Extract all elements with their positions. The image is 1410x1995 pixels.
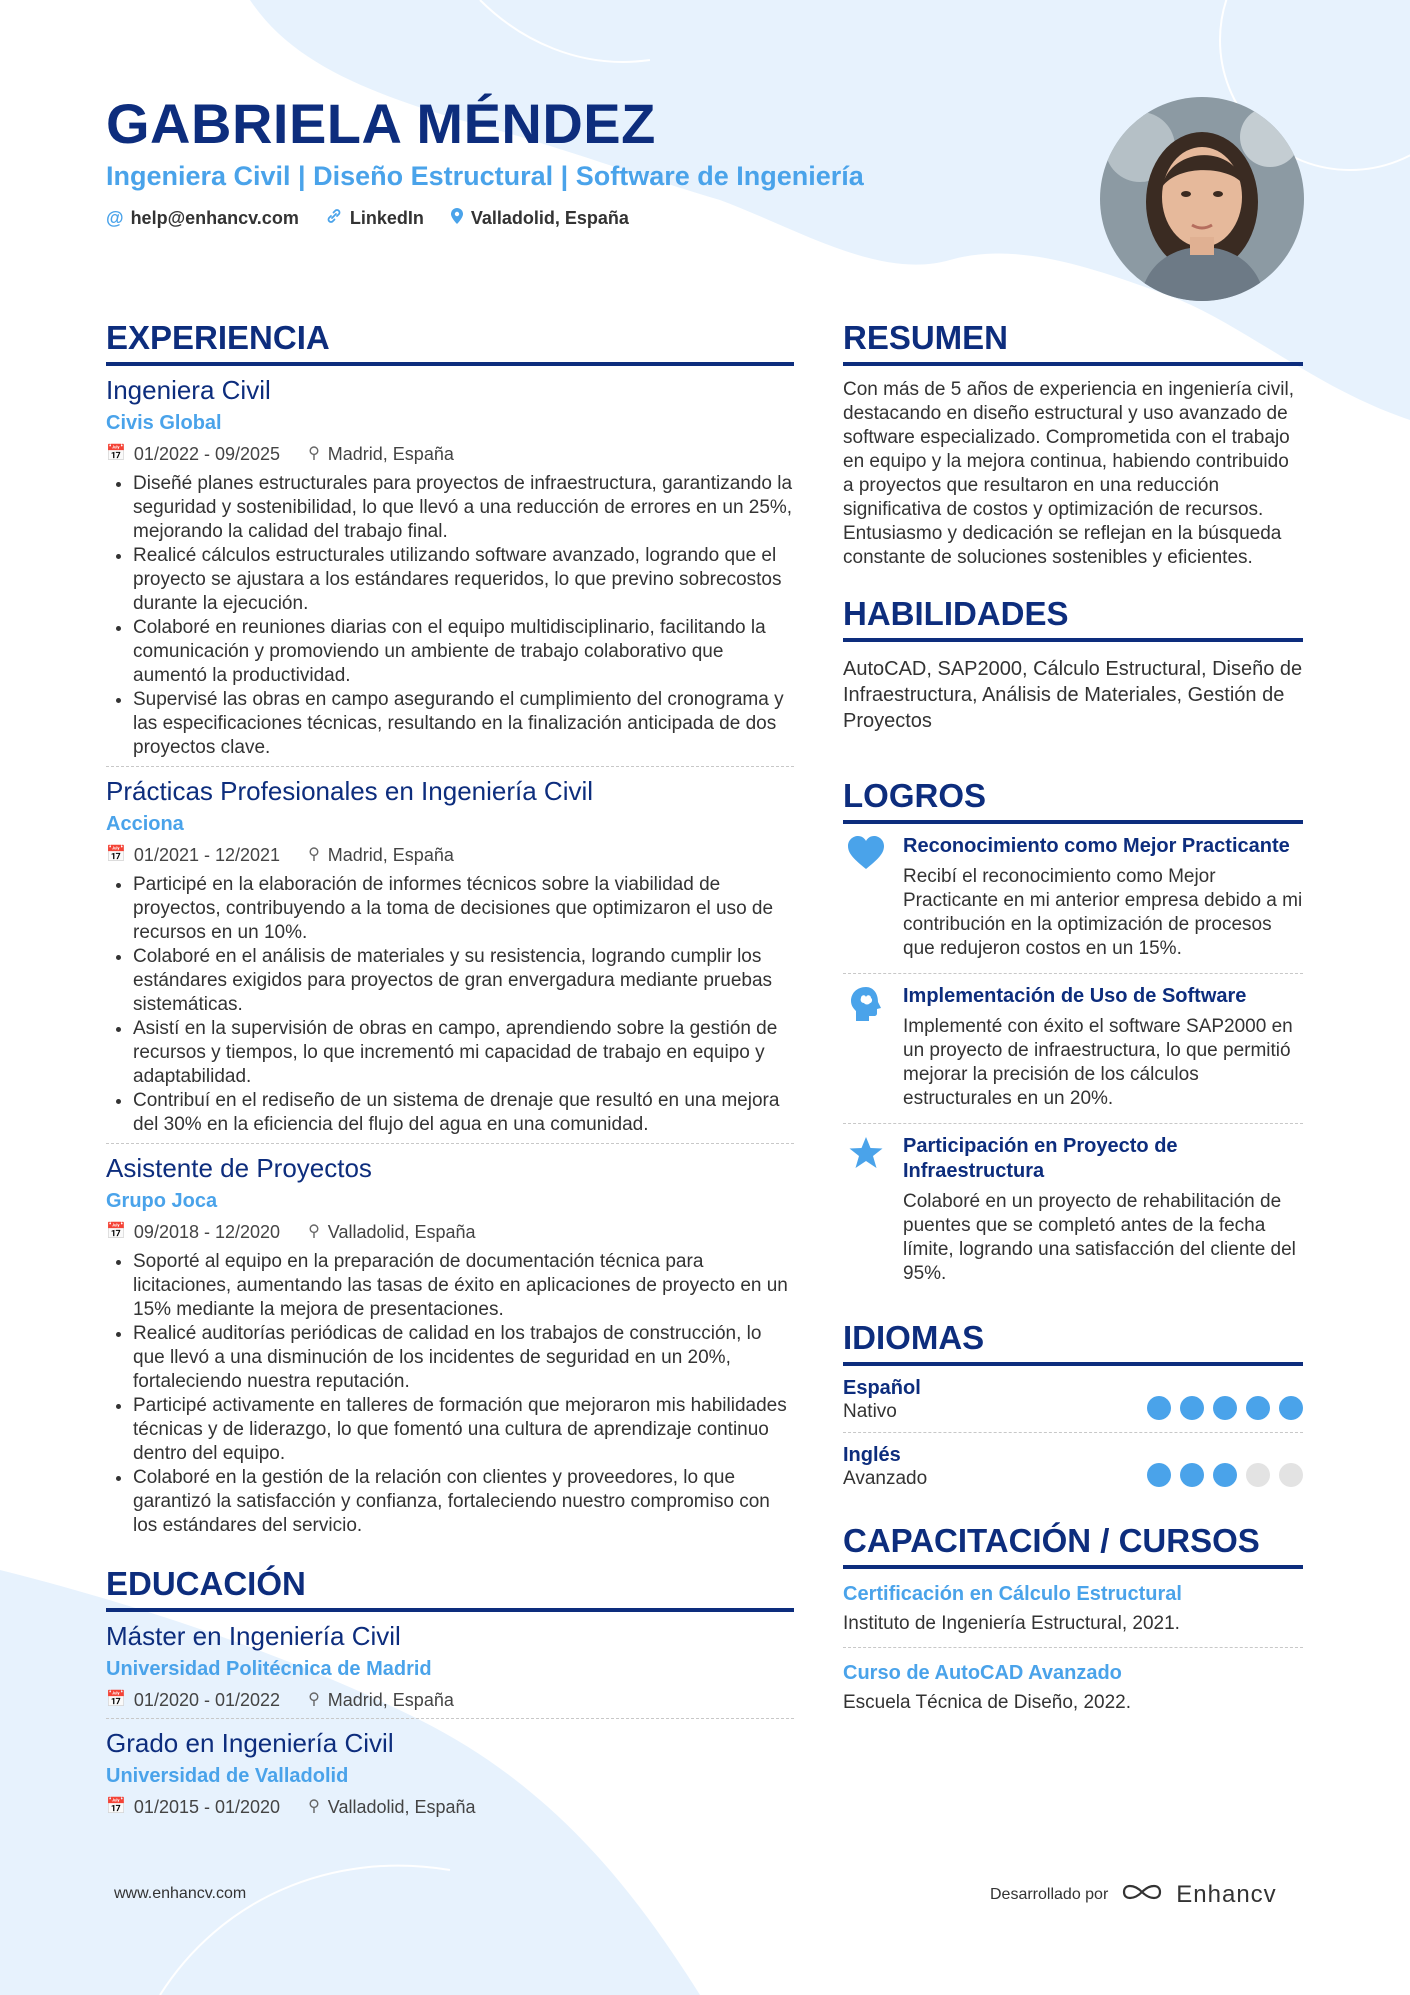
- bullet: • Colaboré en la gestión de la relación con clientes y proveedores, lo que garantizó la satisfacción y confianza, fortaleciendo nuestro compromiso con los estándares del servicio.: [133, 1466, 794, 1538]
- map-pin-icon: ⚲: [308, 1223, 320, 1240]
- star-icon: [843, 1134, 889, 1286]
- rating-dot-empty: [1246, 1463, 1270, 1487]
- job-dates: 09/2018 - 12/2020: [133, 1222, 281, 1242]
- link-icon: [325, 207, 343, 230]
- bullet: • Realicé auditorías periódicas de calidad en los trabajos de construcción, lo que llevó a una disminución de los incidentes de seguridad en un 20%, fortaleciendo nuestra reputación.: [133, 1322, 794, 1394]
- rating-dot-filled: [1246, 1396, 1270, 1420]
- job-bullets: [106, 472, 794, 760]
- education-item: [106, 1620, 794, 1712]
- contact-linkedin[interactable]: [325, 207, 424, 230]
- rating-dot-empty: [1279, 1463, 1303, 1487]
- divider: [106, 766, 794, 767]
- job-location: Madrid, España: [327, 845, 454, 865]
- at-icon: @: [106, 208, 124, 228]
- bullet: • Colaboré en reuniones diarias con el equipo multidisciplinario, facilitando la comunicación y promoviendo un ambiente de trabajo colaborativo que aumentó la productividad.: [133, 616, 794, 688]
- rating-dot-filled: [1213, 1396, 1237, 1420]
- job-bullets: [106, 873, 794, 1137]
- calendar-icon: 📅: [106, 1691, 126, 1708]
- rating-dot-filled: [1180, 1396, 1204, 1420]
- language-rating: [1147, 1396, 1303, 1420]
- job-location: Madrid, España: [327, 444, 454, 464]
- achievement-item: [843, 1124, 1303, 1298]
- summary-text: Con más de 5 años de experiencia en ingeniería civil, destacando en diseño estructural y uso avanzado de software especializado. Comprometida con el trabajo en equipo y la mejora continua, habiendo contribuido a proyectos que resultaron en una reducción significativa de costos y optimización de recursos. Entusiasmo y dedicación se reflejan en la búsqueda constante de soluciones sostenibles y eficientes.: [843, 379, 1294, 568]
- divider: [106, 1143, 794, 1144]
- bullet: • Asistí en la supervisión de obras en campo, aprendiendo sobre la gestión de recursos y tiempos, lo que incrementó mi capacidad de trabajo en equipo y adaptabilidad.: [133, 1017, 794, 1089]
- education-meta: [106, 1688, 794, 1712]
- job-role: Ingeniera Civil: [106, 375, 271, 405]
- language-item: [843, 1366, 1303, 1433]
- job-location: Valladolid, España: [327, 1222, 476, 1242]
- brain-icon: [843, 984, 889, 1111]
- degree: Máster en Ingeniería Civil: [106, 1621, 401, 1651]
- achievement-title: Implementación de Uso de Software: [903, 985, 1247, 1007]
- language-level: Avanzado: [843, 1468, 928, 1489]
- course-title: Certificación en Cálculo Estructural: [843, 1583, 1182, 1605]
- bullet: • Contribuí en el rediseño de un sistema de drenaje que resultó en una mejora del 30% en la eficiencia del flujo del agua en una comunidad.: [133, 1089, 794, 1137]
- bullet: • Realicé cálculos estructurales utilizando software avanzado, logrando que el proyecto se ajustara a los estándares requeridos, lo que previno sobrecostos durante la ejecución.: [133, 544, 794, 616]
- school: Universidad de Valladolid: [106, 1765, 349, 1787]
- divider: [106, 1718, 794, 1719]
- education-dates: 01/2015 - 01/2020: [133, 1797, 281, 1817]
- contact-bar: [106, 207, 629, 230]
- school: Universidad Politécnica de Madrid: [106, 1658, 432, 1680]
- map-pin-icon: ⚲: [308, 1798, 320, 1815]
- education-location: Valladolid, España: [327, 1797, 476, 1817]
- rating-dot-filled: [1147, 1396, 1171, 1420]
- bullet: • Soporté al equipo en la preparación de documentación técnica para licitaciones, aumentando las tasas de éxito en aplicaciones de proyecto en un 15% mediante la mejora de presentaciones.: [133, 1250, 794, 1322]
- rating-dot-filled: [1213, 1463, 1237, 1487]
- job-meta: [106, 1220, 794, 1244]
- experience-item: [106, 775, 794, 1137]
- achievements-title: LOGROS: [843, 776, 1303, 824]
- location-text: Valladolid, España: [470, 208, 629, 228]
- candidate-name: GABRIELA MÉNDEZ: [106, 92, 656, 155]
- map-pin-icon: ⚲: [308, 1691, 320, 1708]
- skills-text: AutoCAD, SAP2000, Cálculo Estructural, Diseño de Infraestructura, Análisis de Materiales, Gestión de Proyectos: [843, 658, 1303, 732]
- education-title: EDUCACIÓN: [106, 1564, 794, 1612]
- language-item: [843, 1433, 1303, 1499]
- courses-title: CAPACITACIÓN / CURSOS: [843, 1521, 1303, 1569]
- achievement-item: [843, 824, 1303, 974]
- email-text: help@enhancv.com: [130, 208, 299, 228]
- brand-name: Enhancv: [1176, 1880, 1277, 1908]
- bullet: • Diseñé planes estructurales para proyectos de infraestructura, garantizando la seguridad y sostenibilidad, lo que llevó a una reducción de errores en un 25%, mejorando la calidad del trabajo final.: [133, 472, 794, 544]
- calendar-icon: 📅: [106, 1223, 126, 1240]
- rating-dot-filled: [1279, 1396, 1303, 1420]
- experience-item: [106, 374, 794, 760]
- job-company: Civis Global: [106, 412, 222, 434]
- job-bullets: [106, 1250, 794, 1538]
- job-meta: [106, 843, 794, 867]
- calendar-icon: 📅: [106, 445, 126, 462]
- job-role: Asistente de Proyectos: [106, 1153, 372, 1183]
- skills-title: HABILIDADES: [843, 594, 1303, 642]
- map-pin-icon: [450, 207, 464, 230]
- achievement-title: Reconocimiento como Mejor Practicante: [903, 835, 1290, 857]
- languages-title: IDIOMAS: [843, 1318, 1303, 1366]
- achievement-item: [843, 974, 1303, 1124]
- course-title: Curso de AutoCAD Avanzado: [843, 1662, 1122, 1684]
- education-dates: 01/2020 - 01/2022: [133, 1690, 281, 1710]
- rating-dot-filled: [1147, 1463, 1171, 1487]
- map-pin-icon: ⚲: [308, 445, 320, 462]
- profile-photo: [1100, 97, 1304, 301]
- left-column: [106, 318, 794, 1825]
- linkedin-text: LinkedIn: [349, 208, 424, 228]
- achievement-desc: Implementé con éxito el software SAP2000 en un proyecto de infraestructura, lo que permitió mejorar la precisión de los cálculos estructurales en un 20%.: [903, 1016, 1293, 1109]
- rating-dot-filled: [1180, 1463, 1204, 1487]
- job-company: Grupo Joca: [106, 1190, 218, 1212]
- bullet: • Participé activamente en talleres de formación que mejoraron mis habilidades técnicas y de liderazgo, lo que fomentó una cultura de aprendizaje continuo dentro del equipo.: [133, 1394, 794, 1466]
- language-level: Nativo: [843, 1401, 897, 1422]
- footer-website[interactable]: www.enhancv.com: [114, 1885, 247, 1902]
- experience-title: EXPERIENCIA: [106, 318, 794, 366]
- language-rating: [1147, 1463, 1303, 1487]
- education-meta: [106, 1795, 794, 1819]
- job-meta: [106, 442, 794, 466]
- language-name: Español: [843, 1377, 921, 1399]
- achievement-desc: Colaboré en un proyecto de rehabilitación de puentes que se completó antes de la fecha límite, logrando una satisfacción del cliente del 95%.: [903, 1191, 1296, 1284]
- language-name: Inglés: [843, 1444, 901, 1466]
- course-item: [843, 1581, 1303, 1648]
- job-dates: 01/2021 - 12/2021: [133, 845, 281, 865]
- job-dates: 01/2022 - 09/2025: [133, 444, 281, 464]
- course-item: [843, 1660, 1303, 1716]
- bullet: • Supervisé las obras en campo asegurando el cumplimiento del cronograma y las especificaciones técnicas, resultando en la finalización anticipada de dos proyectos clave.: [133, 688, 794, 760]
- course-desc: Escuela Técnica de Diseño, 2022.: [843, 1692, 1131, 1713]
- map-pin-icon: ⚲: [308, 846, 320, 863]
- contact-email[interactable]: [106, 207, 299, 230]
- education-item: [106, 1727, 794, 1819]
- job-role: Prácticas Profesionales en Ingeniería Civil: [106, 776, 594, 806]
- course-desc: Instituto de Ingeniería Estructural, 2021.: [843, 1613, 1180, 1634]
- calendar-icon: 📅: [106, 846, 126, 863]
- experience-item: [106, 1152, 794, 1538]
- heart-icon: [843, 834, 889, 961]
- degree: Grado en Ingeniería Civil: [106, 1728, 394, 1758]
- right-column: [843, 318, 1303, 1716]
- achievement-desc: Recibí el reconocimiento como Mejor Practicante en mi anterior empresa debido a mi contribución en la optimización de procesos que redujeron costos en un 15%.: [903, 866, 1303, 959]
- job-company: Acciona: [106, 813, 184, 835]
- powered-by-text: Desarrollado por: [990, 1885, 1109, 1903]
- footer-branding: [990, 1880, 1277, 1909]
- education-location: Madrid, España: [327, 1690, 454, 1710]
- calendar-icon: 📅: [106, 1798, 126, 1815]
- headline: Ingeniera Civil | Diseño Estructural | Software de Ingeniería: [106, 161, 864, 191]
- enhancv-logo-icon: [1120, 1880, 1164, 1909]
- contact-location: [450, 207, 629, 230]
- bullet: • Colaboré en el análisis de materiales y su resistencia, logrando cumplir los estándares exigidos para proyectos de gran envergadura mediante pruebas sistemáticas.: [133, 945, 794, 1017]
- summary-title: RESUMEN: [843, 318, 1303, 366]
- achievement-title: Participación en Proyecto de Infraestructura: [903, 1135, 1178, 1182]
- bullet: • Participé en la elaboración de informes técnicos sobre la viabilidad de proyectos, contribuyendo a la toma de decisiones que optimizaron el uso de recursos en un 10%.: [133, 873, 794, 945]
